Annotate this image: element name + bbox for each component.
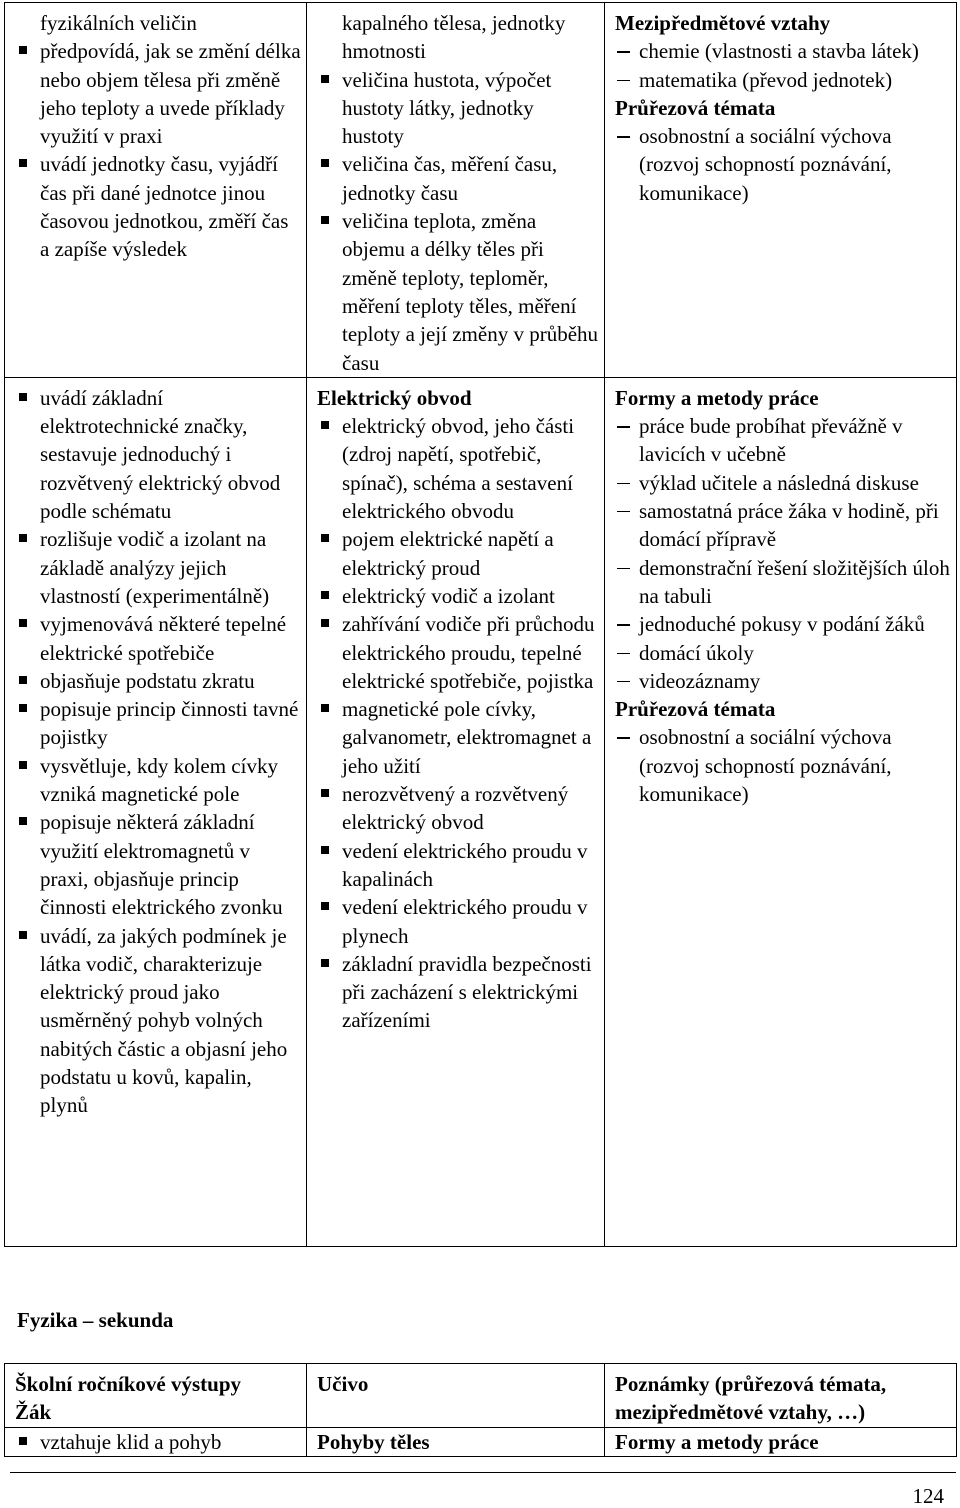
heading-cross-curricular: Průřezová témata	[615, 95, 776, 120]
list-item: osobnostní a sociální výchova (rozvoj schopností poznávání, komunikace)	[615, 723, 952, 808]
list-item: předpovídá, jak se změní délka nebo objem tělesa při změně jeho teploty a uvede příklady využití v praxi	[15, 37, 302, 150]
outcome-cell	[5, 1427, 307, 1456]
curriculum-table	[4, 2, 957, 1247]
list-item: nerozvětvený a rozvětvený elektrický obvod	[317, 780, 600, 837]
list-item: osobnostní a sociální výchova (rozvoj schopností poznávání, komunikace)	[615, 122, 952, 207]
outcomes-list-lower	[15, 384, 302, 1120]
list-item: objasňuje podstatu zkratu	[15, 667, 302, 695]
outcomes-list-upper	[15, 37, 302, 263]
column-header-outcomes-line2: Žák	[15, 1400, 52, 1425]
page-number: 124	[912, 1484, 944, 1508]
table-row	[5, 1427, 957, 1456]
list-item: vyjmenovává některé tepelné elektrické spotřebiče	[15, 610, 302, 667]
list-item: popisuje některá základní využití elektromagnetů v praxi, objasňuje princip činnosti elektrického zvonku	[15, 808, 302, 921]
column-header-notes	[605, 1364, 957, 1428]
list-item: uvádí, za jakých podmínek je látka vodič, charakterizuje elektrický proud jako usměrněný pohyb volných nabitých částic a objasní jeho podstatu u kovů, kapalin, plynů	[15, 922, 302, 1120]
list-item: rozlišuje vodič a izolant na základě analýzy jejich vlastností (experimentálně)	[15, 525, 302, 610]
heading-interdisciplinary: Mezipředmětové vztahy	[615, 11, 831, 35]
column-header-notes-line2: mezipředmětové vztahy, …)	[615, 1400, 866, 1425]
list-item: veličina teplota, změna objemu a délky těles při změně teploty, teploměr, měření teploty těles, měření teploty a její změny v průběhu času	[317, 207, 600, 377]
heading-methods: Formy a metody práce	[615, 385, 819, 410]
list-item: vedení elektrického proudu v kapalinách	[317, 837, 600, 894]
list-item: veličina hustota, výpočet hustoty látky, jednotky hustoty	[317, 66, 600, 151]
outcome-continuation: fyzikálních veličin	[40, 11, 197, 35]
notes-heading-methods: Formy a metody práce	[615, 1429, 819, 1454]
list-item: pojem elektrické napětí a elektrický proud	[317, 525, 600, 582]
list-item: magnetické pole cívky, galvanometr, elektromagnet a jeho užití	[317, 695, 600, 780]
list-item: matematika (převod jednotek)	[615, 66, 952, 94]
outcomes-cell-lower	[5, 377, 307, 1246]
content-heading-motion: Pohyby těles	[317, 1429, 430, 1454]
next-section-table	[4, 1363, 957, 1457]
content-cell	[307, 1427, 605, 1456]
list-item: jednoduché pokusy v podání žáků	[615, 610, 952, 638]
list-item: elektrický vodič a izolant	[317, 582, 600, 610]
column-header-content-label: Učivo	[317, 1372, 369, 1396]
column-header-notes-line1: Poznámky (průřezová témata,	[615, 1372, 887, 1396]
list-item: základní pravidla bezpečnosti při zacházení s elektrickými zařízeními	[317, 950, 600, 1035]
interdisciplinary-list	[615, 37, 952, 94]
list-item: veličina čas, měření času, jednotky času	[317, 150, 600, 207]
table-row-upper	[5, 3, 957, 378]
heading-electric-circuit: Elektrický obvod	[317, 385, 472, 410]
cross-curricular-list	[615, 122, 952, 207]
list-item: uvádí základní elektrotechnické značky, sestavuje jednoduchý i rozvětvený elektrický obvod podle schématu	[15, 384, 302, 525]
notes-cell	[605, 1427, 957, 1456]
table-row-lower	[5, 377, 957, 1246]
list-item: vysvětluje, kdy kolem cívky vzniká magnetické pole	[15, 752, 302, 809]
outcomes-cell-upper	[5, 3, 307, 378]
list-item: uvádí jednotky času, vyjádří čas při dané jednotce jinou časovou jednotkou, změří čas a zapíše výsledek	[15, 150, 302, 263]
section-title: Fyzika – sekunda	[17, 1308, 174, 1332]
list-item: práce bude probíhat převážně v lavicích v učebně	[615, 412, 952, 469]
table-header-row	[5, 1364, 957, 1428]
list-item: vztahuje klid a pohyb	[15, 1428, 302, 1456]
list-item: vedení elektrického proudu v plynech	[317, 893, 600, 950]
content-continuation: kapalného tělesa, jednotky hmotnosti	[342, 11, 566, 64]
content-list-lower	[317, 412, 600, 1035]
heading-cross-curricular-2: Průřezová témata	[615, 697, 776, 722]
column-header-outcomes-line1: Školní ročníkové výstupy	[15, 1372, 242, 1396]
list-item: popisuje princip činnosti tavné pojistky	[15, 695, 302, 752]
content-cell-lower	[307, 377, 605, 1246]
notes-cell-upper	[605, 3, 957, 378]
list-item: domácí úkoly	[615, 639, 952, 667]
list-item: videozáznamy	[615, 667, 952, 695]
content-cell-upper	[307, 3, 605, 378]
list-item: zahřívání vodiče při průchodu elektrického proudu, tepelné elektrické spotřebiče, pojistka	[317, 610, 600, 695]
cross-curricular-list-2	[615, 723, 952, 808]
column-header-content	[307, 1364, 605, 1428]
footer-divider	[10, 1472, 956, 1473]
outcome-list	[15, 1428, 302, 1456]
list-item: demonstrační řešení složitějších úloh na tabuli	[615, 554, 952, 611]
list-item: chemie (vlastnosti a stavba látek)	[615, 37, 952, 65]
column-header-outcomes	[5, 1364, 307, 1428]
notes-cell-lower	[605, 377, 957, 1246]
content-list-upper	[317, 66, 600, 377]
list-item: samostatná práce žáka v hodině, při domácí přípravě	[615, 497, 952, 554]
methods-list	[615, 412, 952, 695]
list-item: výklad učitele a následná diskuse	[615, 469, 952, 497]
list-item: elektrický obvod, jeho části (zdroj napětí, spotřebič, spínač), schéma a sestavení elektrického obvodu	[317, 412, 600, 525]
